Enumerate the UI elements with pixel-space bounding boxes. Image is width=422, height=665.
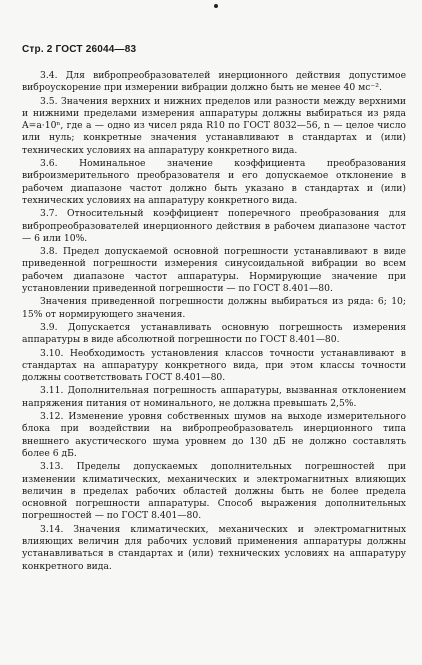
paragraph: 3.9. Допускается устанавливать основную погрешность измерения аппаратуры в виде абсолютной погрешности по ГОСТ 8.401—80. bbox=[22, 321, 406, 346]
paragraph: 3.8. Предел допускаемой основной погрешности устанавливают в виде приведенной погрешности измерения синусоидальной вибрации во всем рабочем диапазоне частот аппаратуры. Нормирующие значение при установлении приведенной погрешности — по ГОСТ 8.401—80. bbox=[22, 246, 406, 295]
paragraph: 3.11. Дополнительная погрешность аппаратуры, вызванная отклонением напряжения питания от номинального, не должна превышать 2,5%. bbox=[22, 385, 406, 409]
paragraph: 3.7. Относительный коэффициент поперечного преобразования для вибропреобразователей инерционного действия в рабочем диапазоне частот — 6 или 10%. bbox=[22, 208, 406, 244]
paragraph: 3.10. Необходимость установления классов точности устанавливают в стандартах на аппаратуру конкретного вида, при этом классы точности должны соответствовать ГОСТ 8.401—80. bbox=[22, 347, 406, 384]
paragraph: 3.14. Значения климатических, механических и электромагнитных влияющих величин для рабочих условий применения аппаратуры должны устанавливаться в стандартах и (или) технических условиях на аппаратуру конкретного вида. bbox=[22, 523, 406, 572]
page-header: Стр. 2 ГОСТ 26044—83 bbox=[22, 44, 137, 55]
paragraph: 3.4. Для вибропреобразователей инерционного действия допустимое виброускорение при измерении вибрации должно быть не менее 40 мс⁻². bbox=[22, 70, 406, 94]
paragraph: 3.5. Значения верхних и нижних пределов или разности между верхними и нижними пределами измерения аппаратуры должны выбираться из ряда A=a·10ⁿ, где a — одно из чисел ряда R10 по ГОСТ 8032—56, n — целое число или нуль; конкретные значения устанавливают в стандартах и (или) технических условиях на аппаратуру конкретного вида. bbox=[22, 95, 406, 156]
paragraph: 3.6. Номинальное значение коэффициента преобразования виброизмерительного преобразователя и его допускаемое отклонение в рабочем диапазоне частот должно быть указано в стандартах и (или) технических условиях на аппаратуру конкретного вида. bbox=[22, 158, 406, 206]
document-body bbox=[22, 70, 406, 574]
paragraph: 3.13. Пределы допускаемых дополнительных погрешностей при изменении климатических, механических и электромагнитных влияющих величин в пределах рабочих областей должны быть не более предела основной погрешности аппаратуры. Способ выражения дополнительных погрешностей — по ГОСТ 8.401—80. bbox=[22, 461, 406, 522]
paragraph: Значения приведенной погрешности должны выбираться из ряда: 6; 10; 15% от нормирующего значения. bbox=[22, 296, 406, 320]
page-mark bbox=[214, 4, 218, 8]
paragraph: 3.12. Изменение уровня собственных шумов на выходе измерительного блока при воздействии на вибропреобразователь инерционного типа внешнего акустического шума уровнем до 130 дБ не должно составлять более 6 дБ. bbox=[22, 411, 406, 459]
